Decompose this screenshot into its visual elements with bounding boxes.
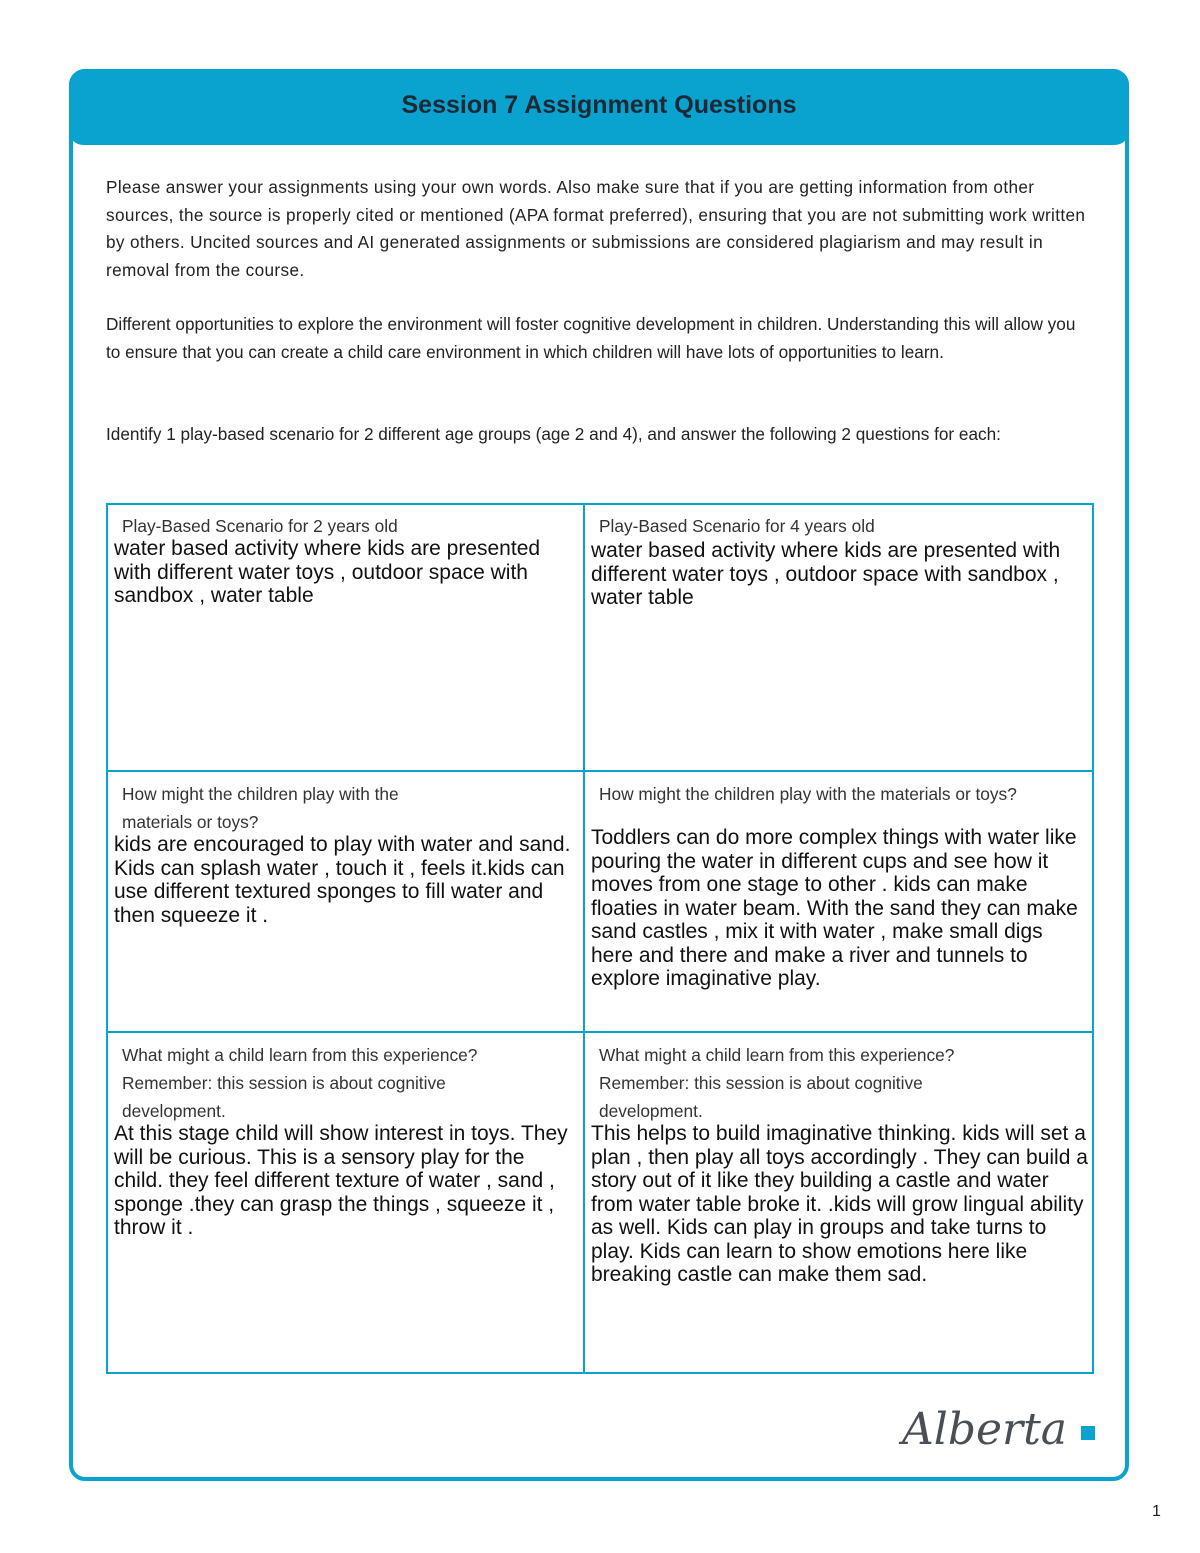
alberta-logo <box>898 1396 1103 1460</box>
cell-answer: At this stage child will show interest in toys. They will be curious. This is a sensory play for the child. they feel different texture of water , sand , sponge .they can grasp the things , squeeze it , throw it . <box>114 1122 568 1239</box>
cell-learn-age-4 <box>585 1041 1090 1287</box>
cell-scenario-age-4 <box>585 512 1085 610</box>
table-row-divider <box>106 1031 1094 1033</box>
logo-square-icon <box>1081 1426 1095 1440</box>
cell-scenario-age-2 <box>108 512 578 608</box>
cell-question: What might a child learn from this experience? Remember: this session is about cognitive development. <box>599 1045 955 1121</box>
cell-question: Play-Based Scenario for 2 years old <box>122 516 398 536</box>
table-row-divider <box>106 770 1094 772</box>
cell-question: How might the children play with the materials or toys? <box>122 784 399 832</box>
cell-question: Play-Based Scenario for 4 years old <box>599 516 875 536</box>
cell-learn-age-2 <box>108 1041 578 1240</box>
page-title: Session 7 Assignment Questions <box>401 91 797 119</box>
cell-answer: Toddlers can do more complex things with water like pouring the water in different cups and see how it moves from one stage to other . kids can make floaties in water beam. With the sand they can make sand castles , mix it with water , make small digs here and there and make a river and tunnels to explore imaginative play. <box>591 826 1078 990</box>
cell-answer: water based activity where kids are presented with different water toys , outdoor space with sandbox , water table <box>114 537 541 607</box>
title-banner <box>69 69 1129 145</box>
cell-answer: water based activity where kids are presented with different water toys , outdoor space with sandbox , water table <box>591 539 1061 609</box>
cell-play-age-2 <box>108 780 578 927</box>
instructions-paragraph: Please answer your assignments using your own words. Also make sure that if you are getting information from other sources, the source is properly cited or mentioned (APA format preferred), ensuring that you are not submitting work written by others. Uncited sources and AI generated assignments or submissions are considered plagiarism and may result in removal from the course. <box>106 177 1086 280</box>
cell-answer: This helps to build imaginative thinking. kids will set a plan , then play all toys accordingly . They can build a story out of it like they building a castle and water from water table broke it. .kids will grow lingual ability as well. Kids can play in groups and take turns to play. Kids can learn to show emotions here like breaking castle can make them sad. <box>591 1122 1088 1286</box>
cell-question: What might a child learn from this experience? Remember: this session is about cognitive development. <box>122 1045 478 1121</box>
context-paragraph: Different opportunities to explore the environment will foster cognitive development in children. Understanding this will allow you to ensure that you can create a child care environment in which children will have lots of opportunities to learn. <box>106 314 1076 362</box>
page-number: 1 <box>1152 1503 1161 1520</box>
cell-play-age-4 <box>585 780 1090 991</box>
task-paragraph: Identify 1 play-based scenario for 2 different age groups (age 2 and 4), and answer the following 2 questions for each: <box>106 424 1001 444</box>
cell-question: How might the children play with the materials or toys? <box>599 784 1017 804</box>
cell-answer: kids are encouraged to play with water and sand. Kids can splash water , touch it , feels it.kids can use different textured sponges to fill water and then squeeze it . <box>114 833 571 927</box>
alberta-logo-text: Alberta <box>902 1404 1067 1455</box>
